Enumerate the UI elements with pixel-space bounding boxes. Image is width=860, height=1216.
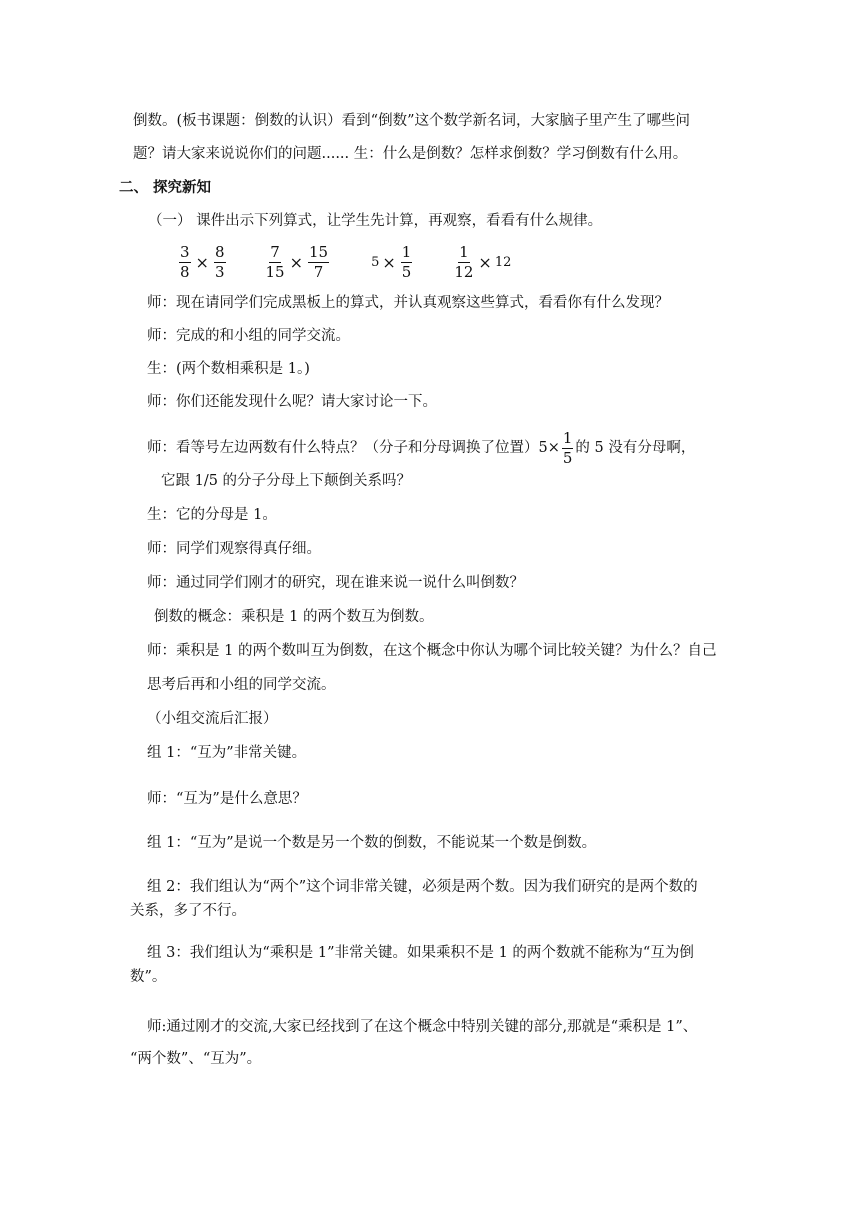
paragraph-line: 生：(两个数相乘积是 1。) — [147, 361, 310, 377]
multiply-sign: × — [289, 252, 303, 272]
paragraph-line: 组 3：我们组认为“乘积是 1”非常关键。如果乘积不是 1 的两个数就不能称为“互为倒 — [147, 945, 694, 961]
paragraph-line: 师：你们还能发现什么呢？请大家讨论一下。 — [147, 394, 437, 410]
fraction: $\frac{3}{8}$ — [180, 242, 190, 281]
expression-2 — [264, 244, 332, 281]
fraction: $\frac{1}{5}$ — [401, 242, 412, 281]
definition-line: 倒数的概念：乘积是 1 的两个数互为倒数。 — [154, 609, 434, 625]
multiply-sign: × — [382, 252, 396, 272]
paragraph-line: 数”。 — [130, 969, 167, 985]
expression-row — [177, 240, 511, 284]
expression-1 — [177, 244, 228, 281]
fraction: $\frac{7}{15}$ — [265, 242, 285, 281]
fraction: $\frac{1}{12}$ — [454, 242, 474, 281]
paragraph-line: 师：“互为”是什么意思？ — [147, 791, 307, 807]
paragraph-line: （小组交流后汇报） — [147, 711, 278, 727]
paragraph-line: 它跟 1/5 的分子分母上下颠倒关系吗？ — [161, 473, 412, 489]
paragraph-line: 组 1：“互为”是说一个数是另一个数的倒数，不能说某一个数是倒数。 — [147, 835, 597, 851]
paragraph-line: 关系，多了不行。 — [130, 903, 246, 919]
fraction: $\frac{1}{5}$ — [562, 428, 573, 467]
paragraph-line: “两个数”、“互为”。 — [130, 1051, 262, 1067]
subsection-line: （一） 课件出示下列算式，让学生先计算，再观察，看看有什么规律。 — [148, 213, 603, 229]
paragraph-line: 师：乘积是 1 的两个数叫互为倒数，在这个概念中你认为哪个词比较关键？为什么？自己 — [147, 643, 717, 659]
multiply-sign: × — [195, 252, 209, 272]
paragraph-line: 师:通过刚才的交流,大家已经找到了在这个概念中特别关键的部分,那就是“乘积是 1”、 — [147, 1019, 698, 1035]
paragraph-line: 倒数。(板书课题：倒数的认识）看到“倒数”这个数学新名词，大家脑子里产生了哪些问 — [133, 113, 690, 129]
paragraph-line: 题？请大家来说说你们的问题...... 生：什么是倒数？怎样求倒数？学习倒数有什么用。 — [133, 146, 688, 162]
paragraph-line: 组 2：我们组认为“两个”这个词非常关键，必须是两个数。因为我们研究的是两个数的 — [147, 879, 698, 895]
fraction: $\frac{8}{3}$ — [214, 242, 225, 281]
fraction: $\frac{15}{7}$ — [309, 242, 329, 281]
section-heading: 二、 探究新知 — [119, 179, 212, 196]
paragraph-line: 生：它的分母是 1。 — [147, 507, 277, 523]
expression-3: 5 × $\frac{1}{5}$ — [371, 242, 412, 281]
multiply-sign: × — [478, 252, 492, 272]
paragraph-line: 师：现在请同学们完成黑板上的算式，并认真观察这些算式，看看你有什么发现？ — [147, 295, 669, 311]
expression-4: $\frac{1}{12}$ × 12 — [454, 242, 512, 281]
paragraph-line: 组 1：“互为”非常关键。 — [147, 745, 307, 761]
paragraph-line-with-fraction: 师：看等号左边两数有什么特点？（分子和分母调换了位置）5× $\frac{1}{5}$ 的 5 没有分母啊， — [147, 428, 696, 467]
paragraph-line: 师：完成的和小组的同学交流。 — [147, 328, 350, 344]
paragraph-line: 师：通过同学们刚才的研究，现在谁来说一说什么叫倒数？ — [147, 575, 524, 591]
paragraph-line: 思考后再和小组的同学交流。 — [147, 677, 336, 693]
paragraph-line: 师：同学们观察得真仔细。 — [147, 541, 321, 557]
